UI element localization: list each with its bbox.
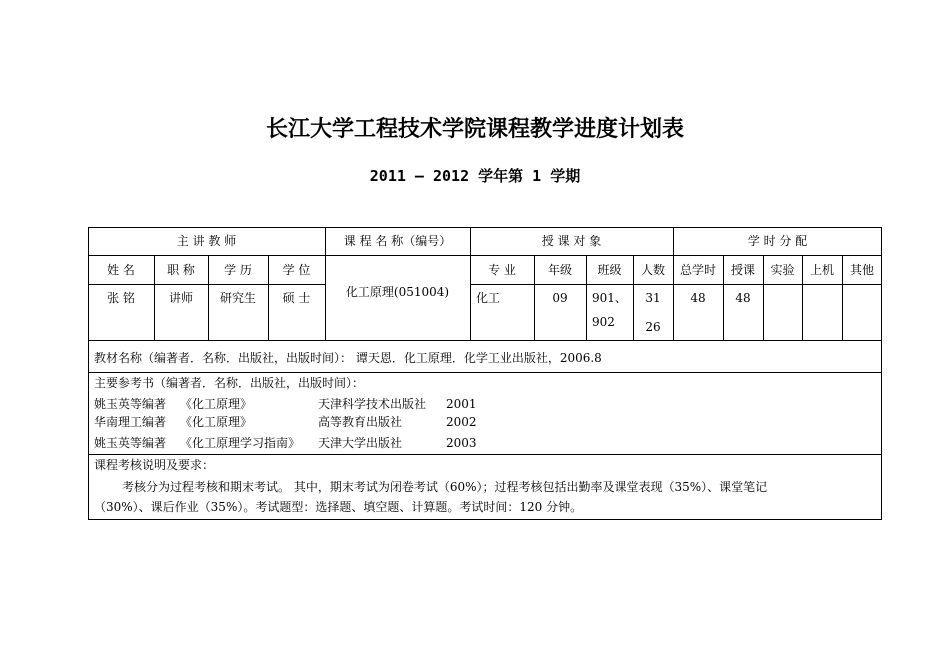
assessment-text-line-1: 考核分为过程考核和期末考试。 其中，期末考试为闭卷考试（60%）；过程考核包括出勤率及课堂表现（35%）、课堂笔记 <box>122 480 768 494</box>
reference-author: 姚玉英等编著 <box>94 397 167 411</box>
reference-title: 《化工原理》 <box>180 397 253 411</box>
teacher-name: 张 铭 <box>107 291 135 305</box>
hours-group-header: 学 时 分 配 <box>747 234 808 248</box>
teacher-degree: 硕 士 <box>282 291 311 305</box>
assessment-label: 课程考核说明及要求： <box>94 458 215 472</box>
course-name-value: 化工原理(051004) <box>345 285 450 299</box>
education-header: 学 历 <box>224 263 252 277</box>
lecture-hours-value: 48 <box>735 291 751 305</box>
major-value: 化工 <box>476 291 501 305</box>
degree-header: 学 位 <box>282 263 311 277</box>
reference-author: 姚玉英等编著 <box>94 436 167 450</box>
teacher-group-header: 主 讲 教 师 <box>176 234 237 248</box>
name-header: 姓 名 <box>107 263 135 277</box>
textbook-line: 教材名称（编著者．名称．出版社，出版时间）： 谭天恩．化工原理．化学工业出版社，2006.8 <box>94 351 602 365</box>
lecture-hours-header: 授课 <box>730 263 755 277</box>
reference-publisher: 高等教育出版社 <box>318 415 403 429</box>
class-value-2: 902 <box>592 315 615 329</box>
reference-title: 《化工原理》 <box>180 415 253 429</box>
reference-publisher: 天津大学出版社 <box>318 436 403 450</box>
row-divider <box>470 284 882 285</box>
teacher-title: 讲师 <box>168 291 193 305</box>
row-divider <box>88 372 882 373</box>
reference-title: 《化工原理学习指南》 <box>180 436 301 450</box>
document-title: 长江大学工程技术学院课程教学进度计划表 <box>265 117 684 142</box>
course-name-header: 课 程 名 称（编号） <box>343 234 452 248</box>
reference-year: 2003 <box>446 436 477 450</box>
class-header: 班级 <box>597 263 622 277</box>
reference-year: 2002 <box>446 415 477 429</box>
reference-publisher: 天津科学技术出版社 <box>318 397 427 411</box>
semester-subtitle: 2011 — 2012 学年第 1 学期 <box>369 167 581 185</box>
students-header: 人数 <box>640 263 665 277</box>
title-header: 职 称 <box>167 263 195 277</box>
major-header: 专 业 <box>488 263 516 277</box>
assessment-text-line-2: （30%）、课后作业（35%）。考试题型：选择题、填空题、计算题。考试时间：120 分钟。 <box>94 500 583 514</box>
reference-author: 华南理工编著 <box>94 415 167 429</box>
grade-header: 年级 <box>547 263 572 277</box>
computer-hours-header: 上机 <box>809 263 834 277</box>
total-hours-header: 总学时 <box>679 263 716 277</box>
references-label: 主要参考书（编著者．名称．出版社，出版时间）： <box>94 376 365 390</box>
audience-group-header: 授 课 对 象 <box>541 234 602 248</box>
other-hours-header: 其他 <box>849 263 874 277</box>
total-hours-value: 48 <box>690 291 706 305</box>
reference-year: 2001 <box>446 397 477 411</box>
schedule-table <box>88 227 882 520</box>
students-value-1: 31 <box>645 291 661 305</box>
row-divider <box>88 454 882 455</box>
teacher-education: 研究生 <box>219 291 256 305</box>
row-divider <box>88 340 882 341</box>
grade-value: 09 <box>552 291 568 305</box>
row-divider <box>88 284 325 285</box>
experiment-hours-header: 实验 <box>770 263 795 277</box>
students-value-2: 26 <box>645 320 661 334</box>
class-value-1: 901、 <box>592 291 627 305</box>
